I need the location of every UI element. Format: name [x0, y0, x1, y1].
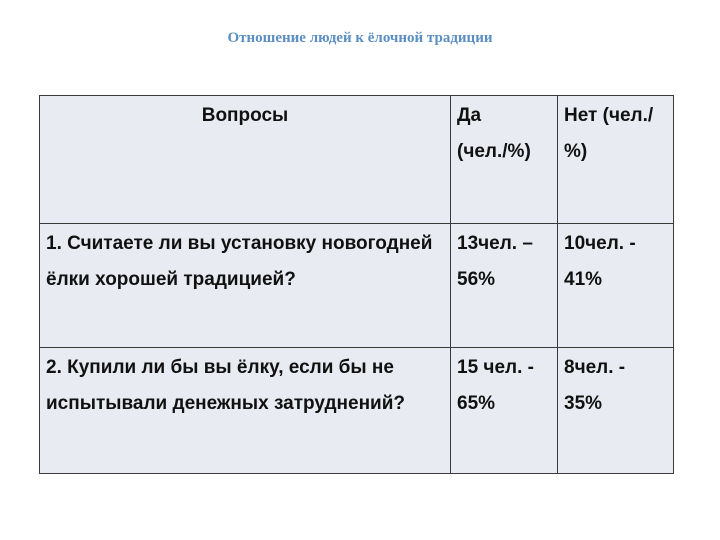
table-row — [40, 224, 674, 348]
question-cell: 2. Купили ли бы вы ёлку, если бы не испытывали денежных затруднений? — [40, 348, 451, 474]
table-row — [40, 348, 674, 474]
page-title: Отношение людей к ёлочной традиции — [227, 30, 493, 46]
header-no: Нет (чел./ %) — [558, 96, 674, 224]
yes-cell: 13чел. – 56% — [451, 224, 558, 348]
table-header-row — [40, 96, 674, 224]
no-cell: 10чел. - 41% — [558, 224, 674, 348]
header-questions: Вопросы — [40, 96, 451, 224]
header-yes: Да (чел./%) — [451, 96, 558, 224]
survey-table — [39, 95, 674, 474]
no-cell: 8чел. - 35% — [558, 348, 674, 474]
question-cell: 1. Считаете ли вы установку новогодней ёлки хорошей традицией? — [40, 224, 451, 348]
yes-cell: 15 чел. - 65% — [451, 348, 558, 474]
